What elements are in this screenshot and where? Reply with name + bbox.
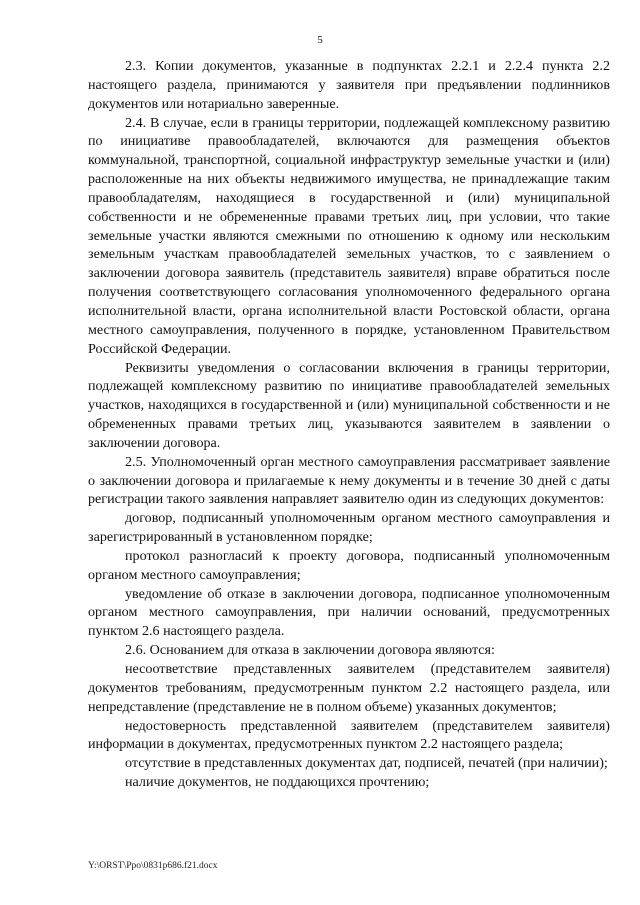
- document-body: [88, 57, 610, 792]
- paragraph-notification-details: Реквизиты уведомления о согласовании включения в границы территории, подлежащей комплексному развитию по инициативе правообладателей земельных участков, находящихся в государственной и (или) муниципальной собственности и не обремененных правами третьих лиц, указываются заявителем в заявлении о заключении договора.: [88, 359, 610, 451]
- page-number: 5: [317, 34, 323, 46]
- footer-file-path: Y:\ORST\Ppo\0831p686.f21.docx: [88, 861, 218, 871]
- list-item-inaccuracy: недостоверность представленной заявителем (представителем заявителя) информации в документах, предусмотренных пунктом 2.2 настоящего раздела;: [88, 717, 610, 753]
- list-item-noncompliance: несоответствие представленных заявителем (представителем заявителя) документов требованиям, предусмотренным пунктом 2.2 настоящего раздела, или непредставление (представление не в полном объеме) указанных документов;: [88, 661, 610, 715]
- list-item-disagreement-protocol: протокол разногласий к проекту договора, подписанный уполномоченным органом местного самоуправления;: [88, 547, 610, 583]
- paragraph-2-5: 2.5. Уполномоченный орган местного самоуправления рассматривает заявление о заключении договора и прилагаемые к нему документы и в течение 30 дней с даты регистрации такого заявления направляет заявителю один из следующих документов:: [88, 453, 610, 508]
- paragraph-2-6: 2.6. Основанием для отказа в заключении договора являются:: [125, 642, 495, 659]
- list-item-missing-requisites: отсутствие в представленных документах дат, подписей, печатей (при наличии);: [125, 755, 608, 772]
- paragraph-2-4: 2.4. В случае, если в границы территории, подлежащей комплексному развитию по инициативе правообладателей, включаются для размещения объектов коммунальной, транспортной, социальной инфраструктур земельные участки и (или) расположенные на них объекты недвижимого имущества, не принадлежащие таким правообладателям, находящиеся в государственной и (или) муниципальной собственности и не обремененные правами третьих лиц, при условии, что такие земельные участки являются смежными по отношению к одному или нескольким земельным участкам правообладателей земельных участков, то с заявлением о заключении договора заявитель (представитель заявителя) вправе обратиться после получения соответствующего согласования уполномоченного федерального органа исполнительной власти, органа исполнительной власти Ростовской области, органа местного самоуправления, полученного в порядке, установленном Правительством Российской Федерации.: [88, 114, 610, 357]
- list-item-refusal-notice: уведомление об отказе в заключении договора, подписанное уполномоченным органом местного самоуправления, при наличии оснований, предусмотренных пунктом 2.6 настоящего раздела.: [88, 585, 610, 640]
- list-item-illegible-documents: наличие документов, не поддающихся прочтению;: [125, 774, 430, 791]
- list-item-contract: договор, подписанный уполномоченным органом местного самоуправления и зарегистрированный в установленном порядке;: [88, 510, 610, 546]
- paragraph-2-3: 2.3. Копии документов, указанные в подпунктах 2.2.1 и 2.2.4 пункта 2.2 настоящего раздела, принимаются у заявителя при предъявлении подлинников документов или нотариально заверенные.: [88, 58, 610, 112]
